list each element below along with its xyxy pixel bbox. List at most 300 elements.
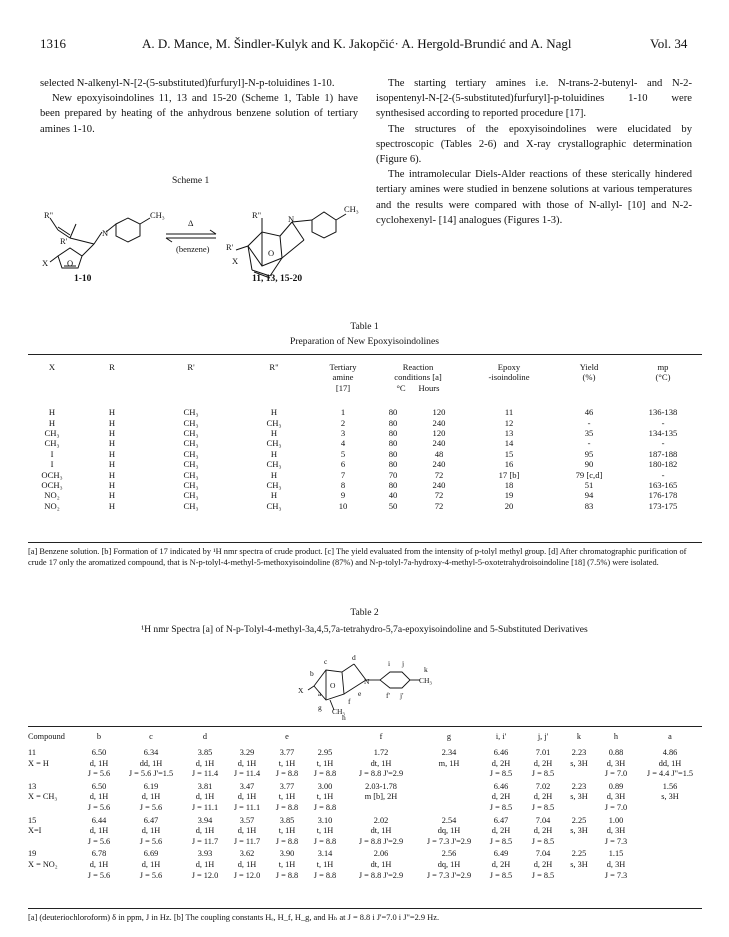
table2-caption: ¹H nmr Spectra [a] of N-p-Tolyl-4-methyl-3a,4,5,7a-tetrahydro-5,7a-epoxyisoindoline and 5-Substituted Derivatives bbox=[141, 624, 588, 635]
table-cell: dt, 1H bbox=[370, 859, 392, 869]
table-cell bbox=[28, 871, 80, 882]
table-cell: H bbox=[108, 500, 116, 511]
table-cell: CH₃ bbox=[44, 428, 60, 439]
table-cell: 6.47 bbox=[143, 815, 159, 825]
table-cell: 173-175 bbox=[648, 500, 678, 511]
table-cell: J = 8.8 bbox=[275, 870, 299, 880]
col-header: R" bbox=[269, 362, 279, 372]
table-cell: J = 11.4 bbox=[233, 769, 261, 779]
table-cell: J = 5.6 J'=1.5 bbox=[128, 769, 174, 779]
table-cell: d, 1H bbox=[195, 826, 215, 836]
table-cell: 6.69 bbox=[143, 849, 159, 859]
table-cell: 3.14 bbox=[317, 849, 333, 859]
table-cell: J = 8.5 bbox=[531, 870, 555, 880]
table-cell: 187-188 bbox=[648, 448, 678, 459]
col-header bbox=[226, 732, 268, 748]
table-row bbox=[28, 748, 702, 759]
col-header: e bbox=[285, 732, 289, 741]
arrow-label: (benzene) bbox=[176, 244, 210, 254]
table2-body bbox=[28, 748, 702, 881]
position-letter: e bbox=[358, 689, 362, 698]
table-cell: OCH₃ bbox=[41, 469, 63, 480]
table-rule bbox=[28, 726, 702, 727]
table-cell: 80 bbox=[388, 428, 398, 439]
table-cell: J = 11.1 bbox=[233, 802, 261, 812]
table-cell: NO₂ bbox=[44, 500, 60, 511]
table-cell: 40 bbox=[388, 490, 398, 501]
atom-label: CH₃ bbox=[150, 210, 165, 220]
atom-label: N bbox=[364, 677, 370, 686]
table1-body bbox=[28, 400, 702, 511]
table-cell: J = 5.6 bbox=[87, 802, 111, 812]
table-cell: 35 bbox=[584, 428, 594, 439]
table-cell: J = 8.5 bbox=[489, 870, 513, 880]
table-cell: d, 1H bbox=[237, 758, 257, 768]
table-cell: 136-138 bbox=[648, 407, 678, 418]
position-letter: j bbox=[402, 659, 405, 668]
table-cell: 163-165 bbox=[648, 480, 678, 491]
table-cell: 3.47 bbox=[239, 781, 255, 791]
table-row bbox=[28, 860, 702, 871]
table2-structure bbox=[296, 650, 436, 720]
table-cell: 51 bbox=[584, 480, 594, 491]
table-cell: 240 bbox=[432, 438, 446, 449]
table-cell: dq, 1H bbox=[437, 859, 461, 869]
table-cell: 240 bbox=[432, 480, 446, 491]
table-cell: t, 1H bbox=[316, 758, 334, 768]
table-cell: s, 3H bbox=[570, 859, 588, 869]
table-row bbox=[28, 759, 702, 770]
table-row bbox=[28, 826, 702, 837]
table-cell: - bbox=[587, 417, 591, 428]
table-cell: 6.46 bbox=[493, 748, 509, 757]
scheme-1-reaction bbox=[30, 188, 370, 286]
table-cell: J = 11.4 bbox=[191, 769, 219, 779]
table-cell: d, 2H bbox=[491, 792, 511, 802]
table-cell: 0.89 bbox=[608, 781, 624, 791]
table-cell bbox=[638, 826, 702, 837]
table-cell: J = 7.3 bbox=[604, 870, 628, 880]
table-cell: J = 7.0 bbox=[604, 769, 628, 779]
table-cell: X = CH₃ bbox=[28, 792, 58, 802]
table-cell: d, 1H bbox=[195, 859, 215, 869]
table-cell: 6.19 bbox=[143, 781, 159, 791]
table-cell: 90 bbox=[584, 459, 594, 470]
col-header: Tertiary amine [17] bbox=[329, 362, 357, 393]
table-cell: m, 1H bbox=[438, 758, 460, 768]
table-cell: H bbox=[270, 469, 278, 480]
table-cell: 95 bbox=[584, 448, 594, 459]
table-cell: d, 3H bbox=[606, 792, 626, 802]
col-header: Epoxy -isoindoline bbox=[488, 362, 530, 383]
table-cell: 3 bbox=[340, 428, 346, 439]
position-letter: b bbox=[310, 669, 314, 678]
table-cell: 3.62 bbox=[239, 849, 255, 859]
table-cell: 72 bbox=[434, 469, 444, 480]
paragraph: The structures of the epoxyisoindolines were elucidated by spectroscopic (Tables 2-6) and X-ray crystallographic determination (Figure 6). bbox=[376, 123, 692, 166]
right-column bbox=[376, 76, 692, 228]
atom-label: N bbox=[288, 214, 295, 224]
table-row bbox=[28, 837, 702, 849]
table-cell: 19 bbox=[28, 849, 37, 859]
table-cell: 94 bbox=[584, 490, 594, 501]
table-cell: H bbox=[108, 428, 116, 439]
table-cell: J = 5.6 bbox=[139, 836, 163, 846]
arrow-label: Δ bbox=[188, 218, 194, 228]
table-cell: CH₃ bbox=[266, 480, 282, 491]
table-row bbox=[28, 428, 702, 438]
table-cell: 134-135 bbox=[648, 428, 678, 439]
atom-label: R" bbox=[252, 210, 262, 220]
table2-header bbox=[28, 732, 702, 748]
table-cell: d, 3H bbox=[606, 859, 626, 869]
table-cell: 6.78 bbox=[91, 849, 107, 859]
table-cell: 3.85 bbox=[279, 815, 295, 825]
volume: Vol. 34 bbox=[650, 36, 688, 51]
table-cell: J = 7.0 bbox=[604, 802, 628, 812]
table-cell: 3.29 bbox=[239, 748, 255, 757]
position-letter: d bbox=[352, 653, 356, 662]
table-cell: 12 bbox=[504, 417, 514, 428]
table-cell: t, 1H bbox=[278, 859, 296, 869]
table-cell: CH₃ bbox=[44, 438, 60, 449]
table-cell: CH₃ bbox=[183, 417, 199, 428]
table-cell: 2.25 bbox=[571, 849, 587, 859]
table2-title: Table 2 bbox=[350, 607, 379, 618]
table-cell: d, 1H bbox=[89, 826, 109, 836]
table-cell: 2.06 bbox=[373, 849, 389, 859]
table-cell: J = 7.3 J'=2.9 bbox=[426, 836, 472, 846]
paragraph: selected N-alkenyl-N-[2-(5-substituted)furfuryl]-N-p-toluidines 1-10. bbox=[40, 78, 335, 89]
table-cell: H bbox=[108, 469, 116, 480]
table-row bbox=[28, 438, 702, 448]
table-cell: d, 3H bbox=[606, 758, 626, 768]
table-cell: J = 11.7 bbox=[233, 836, 261, 846]
table-cell: 7.04 bbox=[535, 849, 551, 859]
table-cell: 120 bbox=[432, 428, 446, 439]
table-cell: 3.77 bbox=[279, 781, 295, 791]
col-header: R' bbox=[187, 362, 195, 372]
col-header: c bbox=[149, 732, 153, 741]
table-cell: 6.47 bbox=[493, 815, 509, 825]
table-cell: 80 bbox=[388, 417, 398, 428]
table-cell: J = 11.7 bbox=[191, 836, 219, 846]
table-cell: H bbox=[108, 448, 116, 459]
table-row bbox=[28, 501, 702, 511]
table-cell: 2.56 bbox=[441, 849, 457, 859]
table-cell: 240 bbox=[432, 459, 446, 470]
table-cell: 176-178 bbox=[648, 490, 678, 501]
table-cell: - bbox=[587, 438, 591, 449]
table-cell bbox=[344, 803, 418, 815]
table-cell: 50 bbox=[388, 500, 398, 511]
table-row bbox=[28, 792, 702, 803]
col-header: a bbox=[668, 732, 672, 741]
table-cell: 11 bbox=[504, 407, 514, 418]
table-cell: H bbox=[48, 407, 56, 418]
position-letter: c bbox=[324, 657, 328, 666]
table-cell: J = 8.8 J'=2.9 bbox=[358, 769, 404, 779]
table-cell: 1 bbox=[340, 407, 346, 418]
col-header: Compound bbox=[28, 732, 65, 741]
table-cell: 16 bbox=[504, 459, 514, 470]
table-cell bbox=[28, 803, 80, 815]
table-cell: CH₃ bbox=[183, 448, 199, 459]
table1-footnote: [a] Benzene solution. [b] Formation of 17 indicated by ¹H nmr spectra of crude product. [c] The yield evaluated from the intensity of p-tolyl methyl group. [d] After chromatographic purification of crude 17 only the aromatized compound, that is N-p-tolyl-4-methyl-5-methoxyisoindoline (87%) and N-p-tolyl-7a-hydroxy-4-methyl-5-oxotetrahydroisoindoline [18] (7.5%) were isolated. bbox=[28, 547, 687, 568]
table-cell: 19 bbox=[504, 490, 514, 501]
col-header: X bbox=[48, 362, 56, 372]
table-cell: X=I bbox=[28, 826, 42, 836]
table-cell: 80 bbox=[388, 459, 398, 470]
table-cell: J = 11.1 bbox=[191, 802, 219, 812]
table-cell bbox=[418, 769, 480, 781]
atom-label: CH₃ bbox=[344, 204, 359, 214]
table-cell: dd, 1H bbox=[658, 758, 682, 768]
table2 bbox=[28, 732, 702, 881]
table-cell: CH₃ bbox=[266, 438, 282, 449]
table-cell: 2.23 bbox=[571, 781, 587, 791]
table-cell: 3.93 bbox=[197, 849, 213, 859]
table-cell bbox=[28, 837, 80, 849]
table-cell bbox=[638, 848, 702, 860]
table-cell: CH₃ bbox=[183, 407, 199, 418]
table-cell: 1.56 bbox=[662, 781, 678, 791]
table-cell: 3.81 bbox=[197, 781, 213, 791]
table-cell: - bbox=[661, 438, 665, 449]
table-cell: H bbox=[108, 438, 116, 449]
table-cell: 17 [b] bbox=[498, 469, 520, 480]
table-cell bbox=[638, 803, 702, 815]
atom-label: O bbox=[268, 248, 275, 258]
table-row bbox=[28, 470, 702, 480]
bicyclic-core bbox=[248, 232, 282, 266]
table-cell: 11 bbox=[28, 748, 36, 757]
table-cell: 3.10 bbox=[317, 815, 333, 825]
table-cell: t, 1H bbox=[316, 826, 334, 836]
atom-label: R' bbox=[226, 242, 234, 252]
position-letter: f' bbox=[386, 691, 390, 700]
table-rule bbox=[28, 354, 702, 355]
table-row bbox=[28, 459, 702, 469]
table-cell: 72 bbox=[434, 490, 444, 501]
table-cell: H bbox=[48, 417, 56, 428]
table-cell: 48 bbox=[434, 448, 444, 459]
table-cell: s, 3H bbox=[661, 792, 679, 802]
table-row bbox=[28, 490, 702, 500]
scheme-left-label: 1-10 bbox=[74, 274, 92, 284]
page-number: 1316 bbox=[40, 36, 66, 51]
table-cell: 6.34 bbox=[143, 748, 159, 757]
table-cell: d, 1H bbox=[195, 758, 215, 768]
table-cell: d, 3H bbox=[606, 826, 626, 836]
table1 bbox=[28, 362, 702, 511]
table-rule bbox=[28, 542, 702, 543]
table-cell: 1.72 bbox=[373, 748, 389, 757]
left-column bbox=[40, 76, 358, 137]
table-cell: 80 bbox=[388, 407, 398, 418]
col-header: h bbox=[613, 732, 619, 741]
table-cell: t, 1H bbox=[316, 859, 334, 869]
table-row bbox=[28, 781, 702, 793]
table-cell: 8 bbox=[340, 480, 346, 491]
table-cell: 120 bbox=[432, 407, 446, 418]
table-cell bbox=[418, 803, 480, 815]
table-cell: J = 8.5 bbox=[531, 836, 555, 846]
tolyl-ring bbox=[380, 672, 410, 688]
table-cell: 2.95 bbox=[317, 748, 333, 757]
table-cell: 3.94 bbox=[197, 815, 213, 825]
table-row bbox=[28, 815, 702, 827]
col-header: k bbox=[576, 732, 582, 741]
table-cell: d, 2H bbox=[533, 758, 553, 768]
table-cell: 2.34 bbox=[441, 748, 457, 757]
table-cell bbox=[564, 837, 594, 849]
table-cell bbox=[418, 781, 480, 793]
table-cell: 3.90 bbox=[279, 849, 295, 859]
table1-caption: Preparation of New Epoxyisoindolines bbox=[290, 336, 439, 347]
col-header: f bbox=[379, 732, 383, 741]
table1-header bbox=[28, 362, 702, 400]
tolyl-ring bbox=[312, 212, 336, 238]
table-cell: 6.50 bbox=[91, 781, 107, 791]
table-cell: J = 8.5 bbox=[531, 769, 555, 779]
table-cell: 4.86 bbox=[662, 748, 678, 757]
table-cell: d, 1H bbox=[141, 826, 161, 836]
position-letter: a bbox=[318, 689, 322, 698]
table-cell: J = 8.8 J'=2.9 bbox=[358, 836, 404, 846]
table-cell: J = 8.8 J'=2.9 bbox=[358, 870, 404, 880]
table-cell bbox=[564, 871, 594, 882]
position-letter: h bbox=[342, 713, 346, 720]
table-cell: J = 5.6 bbox=[87, 836, 111, 846]
paragraph: The starting tertiary amines i.e. N-trans-2-butenyl- and N-2-isopentenyl-N-[2-(5-substituted)furfuryl]-p-toluidines 1-10 were synthesised according to reported procedure [17]. bbox=[376, 78, 692, 120]
table-cell: 7 bbox=[340, 469, 346, 480]
atom-label: R' bbox=[60, 236, 68, 246]
table-cell: 1.15 bbox=[608, 849, 624, 859]
table-cell: J = 12.0 bbox=[233, 870, 261, 880]
table-cell: J = 12.0 bbox=[191, 870, 219, 880]
table-cell: 46 bbox=[584, 407, 594, 418]
table-cell: J = 7.3 J'=2.9 bbox=[426, 870, 472, 880]
table-cell: OCH₃ bbox=[41, 480, 63, 491]
position-letter: k bbox=[424, 665, 428, 674]
table-cell: J = 5.6 bbox=[139, 870, 163, 880]
table-cell: 79 [c,d] bbox=[575, 469, 603, 480]
table-cell: 5 bbox=[340, 448, 346, 459]
table-cell: d, 2H bbox=[491, 826, 511, 836]
table-cell: d, 2H bbox=[491, 859, 511, 869]
table-cell: d, 2H bbox=[533, 859, 553, 869]
table-cell: 15 bbox=[504, 448, 514, 459]
table-cell: 15 bbox=[28, 815, 37, 825]
table-cell: 80 bbox=[388, 448, 398, 459]
table-cell: CH₃ bbox=[183, 428, 199, 439]
table-cell: d, 1H bbox=[195, 792, 215, 802]
table-cell: 13 bbox=[28, 781, 37, 791]
table-cell: 14 bbox=[504, 438, 514, 449]
atom-label: R" bbox=[44, 210, 54, 220]
table-cell: J = 5.6 bbox=[87, 870, 111, 880]
table-cell bbox=[418, 792, 480, 803]
table-cell: J = 8.8 bbox=[275, 836, 299, 846]
scheme-right-label: 11, 13, 15-20 bbox=[252, 274, 303, 284]
col-header: mp (°C) bbox=[655, 362, 671, 383]
table-cell: I bbox=[50, 459, 54, 470]
table-cell: d, 2H bbox=[533, 826, 553, 836]
table-cell: 7.01 bbox=[535, 748, 551, 757]
atom-label: X bbox=[232, 256, 239, 266]
table-cell: d, 1H bbox=[141, 859, 161, 869]
table-cell: I bbox=[50, 448, 54, 459]
position-letter: i bbox=[388, 659, 391, 668]
table-cell: 2.25 bbox=[571, 815, 587, 825]
scheme-title: Scheme 1 bbox=[172, 176, 210, 186]
table-cell: H bbox=[108, 480, 116, 491]
col-header: d bbox=[202, 732, 208, 741]
table-cell: s, 3H bbox=[570, 758, 588, 768]
table-cell: 6.50 bbox=[91, 748, 107, 757]
table-cell: J = 8.8 bbox=[313, 802, 337, 812]
table-cell: H bbox=[270, 490, 278, 501]
table-cell: J = 8.5 bbox=[489, 802, 513, 812]
table-row bbox=[28, 418, 702, 428]
table-cell bbox=[564, 803, 594, 815]
paragraph: New epoxyisoindolines 11, 13 and 15-20 (Scheme 1, Table 1) have been prepared by heating of the anhydrous benzene solution of tertiary amines 1-10. bbox=[40, 93, 358, 135]
table-cell: J = 8.8 bbox=[275, 802, 299, 812]
atom-label: CH₃ bbox=[419, 676, 433, 685]
table-cell: s, 3H bbox=[570, 792, 588, 802]
table-cell: H bbox=[270, 407, 278, 418]
table-cell bbox=[28, 769, 80, 781]
table-cell: CH₃ bbox=[183, 500, 199, 511]
position-letter: j' bbox=[400, 691, 404, 700]
table-cell: CH₃ bbox=[266, 500, 282, 511]
table1-title: Table 1 bbox=[350, 321, 379, 332]
table-cell: 6.46 bbox=[493, 781, 509, 791]
table-cell: CH₃ bbox=[266, 417, 282, 428]
running-authors: A. D. Mance, M. Šindler-Kulyk and K. Jakopčić· A. Hergold-Brundić and A. Nagl bbox=[142, 36, 572, 51]
paragraph: The intramolecular Diels-Alder reactions of these sterically hindered tertiary amines were studied in benzene solutions at various temperatures and the results were compared with those of N-allyl- [10] and N-2-cyclohexenyl- [14] analogues (Figures 1-3). bbox=[376, 169, 692, 226]
table-cell: dq, 1H bbox=[437, 826, 461, 836]
table-cell: CH₃ bbox=[266, 459, 282, 470]
col-header: R bbox=[109, 362, 115, 372]
table-cell: 10 bbox=[338, 500, 348, 511]
table-cell: 20 bbox=[504, 500, 514, 511]
table-cell: - bbox=[661, 469, 665, 480]
table-cell bbox=[638, 815, 702, 827]
table-cell bbox=[564, 769, 594, 781]
table-cell: J = 8.8 bbox=[275, 769, 299, 779]
table-cell: 3.57 bbox=[239, 815, 255, 825]
table-cell: H bbox=[270, 428, 278, 439]
table-cell: d, 1H bbox=[89, 758, 109, 768]
table-cell: 2.54 bbox=[441, 815, 457, 825]
table-cell: CH₃ bbox=[183, 480, 199, 491]
table-cell: d, 1H bbox=[89, 859, 109, 869]
table-cell: J = 8.5 bbox=[531, 802, 555, 812]
table-row bbox=[28, 848, 702, 860]
table-cell: - bbox=[661, 417, 665, 428]
table-cell: J = 8.8 bbox=[313, 769, 337, 779]
table-cell: 3.85 bbox=[197, 748, 213, 757]
table-cell: 180-182 bbox=[648, 459, 678, 470]
table-cell: 9 bbox=[340, 490, 346, 501]
table-cell: d, 1H bbox=[141, 792, 161, 802]
table-cell: t, 1H bbox=[278, 826, 296, 836]
table-cell: CH₃ bbox=[183, 469, 199, 480]
table-cell: 2.23 bbox=[571, 748, 587, 757]
atom-label: N bbox=[102, 228, 109, 238]
